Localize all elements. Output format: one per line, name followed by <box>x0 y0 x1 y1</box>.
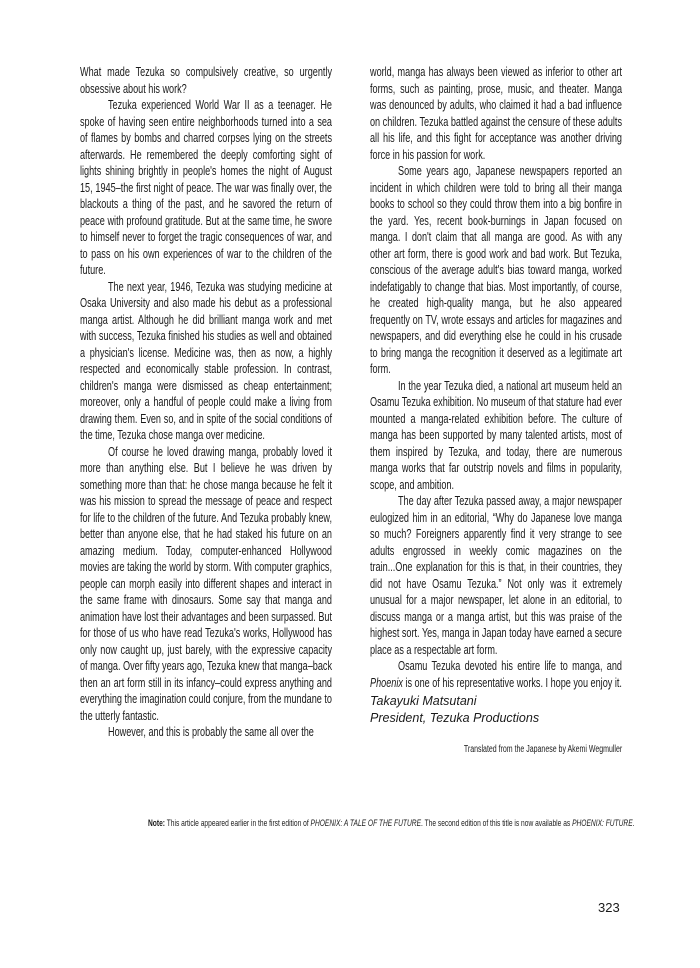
note-title: PHOENIX: FUTURE <box>572 818 633 829</box>
note-title: PHOENIX: A TALE OF THE FUTURE <box>310 818 421 829</box>
paragraph-end: is one of his representative works. I hope you enjoy it. <box>402 674 622 690</box>
paragraph: Of course he loved drawing manga, probably loved it more than anything else. But I believe he was driven by something more than that: he chose manga because he felt it was his mission to spread the message of peace and respect for life to the children of the future. And Tezuka probably knew, better than anyone else, that he had staked his future on an amazing medium. Today, computer-enhanced Hollywood movies are taking the world by storm. With computer graphics, people can morph easily into different shapes and interact in the same frame with dinosaurs. Some say that manga and animation have lost their advantages and been surpassed. But for those of us who have read Tezuka's works, Hollywood has only now caught up, just barely, with the expressive capacity of manga. Over fifty years ago, Tezuka knew that manga–back then an art form still in its infancy–could express anything and everything the imagination could conjure, from the mundane to the utterly fantastic. <box>80 443 332 723</box>
translator-credit: Translated from the Japanese by Akemi Wegmuller <box>463 744 622 755</box>
note-text: . The second edition of this title is now available as <box>421 818 573 829</box>
paragraph: world, manga has always been viewed as inferior to other art forms, such as painting, prose, music, and theater. Manga was denounced by adults, who claimed it had a bad influence on children. Tezuka battled against the censure of these adults all his life, and this fight for acceptance was another driving force in his passion for work. <box>370 64 622 162</box>
paragraph: The day after Tezuka passed away, a major newspaper eulogized him in an editorial, “Why do Japanese love manga so much? Foreigners apparently find it very strange to see adults engrossed in weekly comic magazines on the train...One explanation for this is that, in their countries, they did not have Osamu Tezuka.” Not only was it extremely unusual for a major newspaper, let alone in an editorial, to discuss manga or a manga artist, but this was praise of the highest sort. Yes, manga in Japan today have earned a secure place as a respectable art form. <box>370 493 622 657</box>
page-number: 323 <box>598 900 620 915</box>
note-text: This article appeared earlier in the first edition of <box>164 818 311 829</box>
right-column <box>370 64 622 691</box>
note-label: Note: <box>148 818 165 829</box>
paragraph: In the year Tezuka died, a national art museum held an Osamu Tezuka exhibition. No museum of that stature had ever mounted a manga-related exhibition before. The culture of manga has been supported by many talented artists, most of them inspired by Tezuka, and today, there are numerous manga works that far outstrip novels and films in popularity, scope, and ambition. <box>370 377 622 492</box>
paragraph: What made Tezuka so compulsively creative, so urgently obsessive about his work? <box>80 64 332 96</box>
signature-title: President, Tezuka Productions <box>370 711 540 725</box>
paragraph: Some years ago, Japanese newspapers reported an incident in which children were told to bring all their manga books to school so they could throw them into a big bonfire in the yard. Yes, recent book-burnings in Japan focused on manga. I don't claim that all manga are good. As with any other art form, there is good work and bad work. But Tezuka, conscious of the average adult's bias toward manga, worked indefatigably to change that bias. Most importantly, of course, he created high-quality manga, but he also appeared frequently on TV, wrote essays and articles for magazines and newspapers, and did everything else he could in his crusade to bring manga the recognition it deserved as a legitimate art form. <box>370 163 622 376</box>
paragraph: The next year, 1946, Tezuka was studying medicine at Osaka University and also made his debut as a professional manga artist. Although he did brilliant manga work and met with success, Tezuka finished his studies as well and obtained a physician's license. Medicine was, then as now, a highly respected and economically stable profession. In contrast, children's manga were dismissed as cheap entertainment; moreover, only a handful of people could make a living from drawing them. Even so, and in spite of the social conditions of the time, Tezuka chose manga over medicine. <box>80 278 332 442</box>
book-title: Phoenix <box>370 674 403 690</box>
footnote <box>148 818 635 829</box>
left-column <box>80 64 332 741</box>
paragraph-start: Osamu Tezuka devoted his entire life to manga, and <box>398 658 622 673</box>
paragraph: However, and this is probably the same all over the <box>108 724 314 739</box>
note-text: . <box>632 818 635 829</box>
paragraph: Tezuka experienced World War II as a teenager. He spoke of having seen entire neighborhoods turned into a sea of flames by bombs and charred corpses lying on the streets afterwards. He remembered the deeply comforting sight of lights shining brightly in people's homes the night of August 15, 1945–the first night of peace. The war was finally over, the blackouts a thing of the past, and he savored the return of peace with profound gratitude. But at the same time, he swore to himself never to forget the tragic consequences of war, and to pass on his own experiences of war to the children of the future. <box>80 97 332 277</box>
signature-name: Takayuki Matsutani <box>370 694 477 708</box>
paragraph <box>370 658 622 691</box>
